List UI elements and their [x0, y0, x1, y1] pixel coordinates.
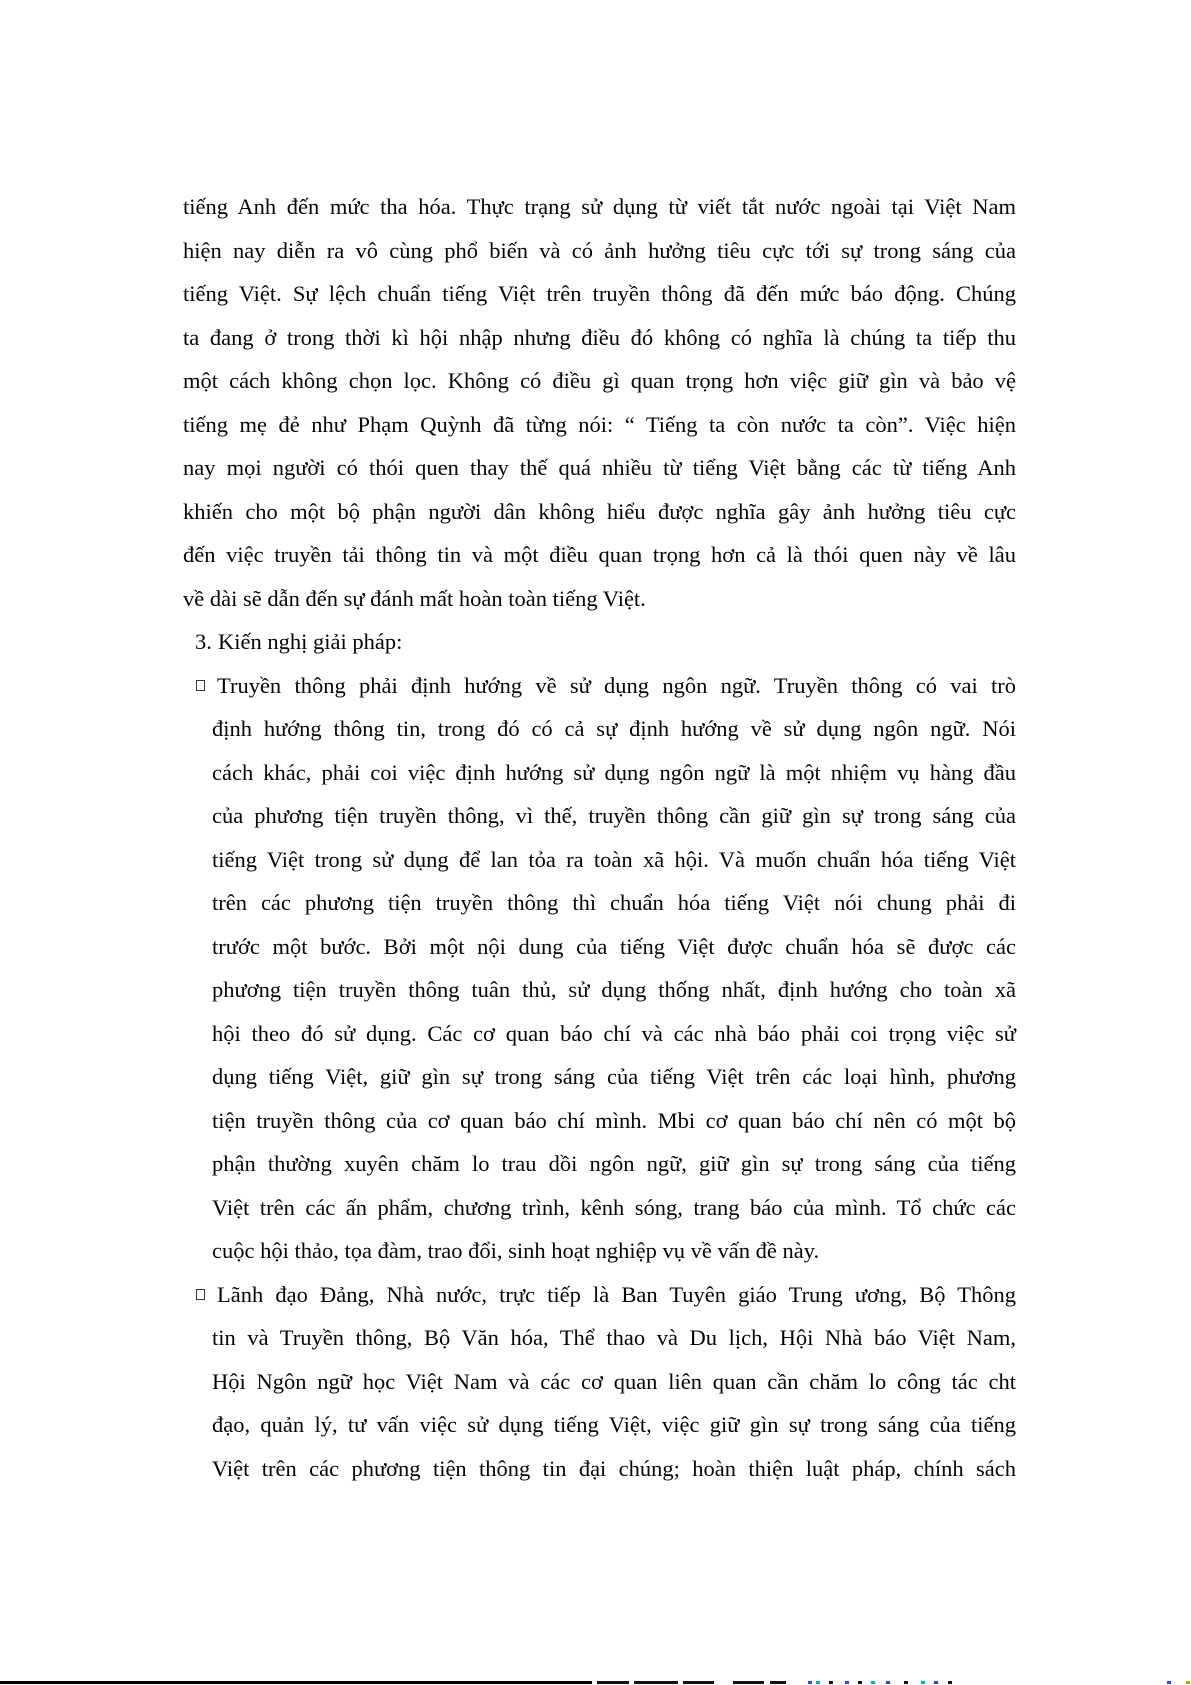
text-line: tiếng Anh đến mức tha hóa. Thực trạng sử dụng từ viết tắt nước ngoài tại Việt Nam: [183, 194, 1016, 219]
text-line: Việt trên các phương tiện thông tin đại chúng; hoàn thiện luật pháp, chính sách: [212, 1455, 1016, 1481]
strip-dot: [1167, 1681, 1171, 1684]
strip-dot: [948, 1681, 952, 1684]
text-line: của phương tiện truyền thông, vì thế, truyền thông cần giữ gìn sự trong sáng của: [212, 803, 1016, 828]
bullet-item: [183, 664, 1016, 1273]
strip-segment: [597, 1681, 629, 1684]
strip-dot: [904, 1681, 908, 1684]
text-line: cách khác, phải coi việc định hướng sử dụng ngôn ngữ là một nhiệm vụ hàng đầu: [212, 759, 1016, 785]
strip-segment: [733, 1681, 764, 1684]
strip-dot: [808, 1681, 812, 1684]
text-line: cuộc hội thảo, tọa đàm, trao đổi, sinh hoạt nghiệp vụ về vấn đề này.: [212, 1238, 820, 1263]
strip-segment: [770, 1681, 786, 1684]
text-line: Việt trên các ấn phẩm, chương trình, kênh sóng, trang báo của mình. Tổ chức các: [212, 1194, 1016, 1220]
text-line: hiện nay diễn ra vô cùng phổ biến và có ảnh hưởng tiêu cực tới sự trong sáng của: [183, 237, 1016, 263]
heading-line: [183, 620, 1016, 664]
heading-text: Kiến nghị giải pháp:: [218, 629, 403, 654]
document-blocks: [183, 185, 1016, 1490]
text-line: tiếng Việt trong sử dụng để lan tỏa ra toàn xã hội. Và muốn chuẩn hóa tiếng Việt: [212, 846, 1016, 872]
text-line: tiếng Việt. Sự lệch chuẩn tiếng Việt trên truyền thông đã đến mức báo động. Chúng: [183, 281, 1016, 306]
text-line: trước một bước. Bởi một nội dung của tiếng Việt được chuẩn hóa sẽ được các: [212, 933, 1016, 959]
strip-segment: [683, 1681, 714, 1684]
text-line: tin và Truyền thông, Bộ Văn hóa, Thể thao và Du lịch, Hội Nhà báo Việt Nam,: [212, 1325, 1016, 1350]
text-line: một cách không chọn lọc. Không có điều gì quan trọng hơn việc giữ gìn và bảo vệ: [183, 368, 1016, 393]
strip-dot: [871, 1681, 875, 1684]
text-line: ta đang ở trong thời kì hội nhập nhưng điều đó không có nghĩa là chúng ta tiếp thu: [183, 324, 1016, 350]
text-line: hội theo đó sử dụng. Các cơ quan báo chí và các nhà báo phải coi trọng việc sử: [212, 1020, 1016, 1046]
strip-dot: [829, 1681, 833, 1684]
text-line: định hướng thông tin, trong đó có cả sự định hướng về sử dụng ngôn ngữ. Nói: [212, 716, 1016, 741]
text-line: Lãnh đạo Đảng, Nhà nước, trực tiếp là Ban Tuyên giáo Trung ương, Bộ Thông: [217, 1281, 1016, 1307]
text-line: về dài sẽ dẫn đến sự đánh mất hoàn toàn tiếng Việt.: [183, 585, 646, 611]
text-line: đến việc truyền tải thông tin và một điều quan trọng hơn cả là thói quen này về lâu: [183, 542, 1016, 567]
text-line: phương tiện truyền thông tuân thủ, sử dụng thống nhất, định hướng cho toàn xã: [212, 977, 1016, 1002]
text-line: tiện truyền thông của cơ quan báo chí mình. Mbi cơ quan báo chí nên có một bộ: [212, 1107, 1016, 1133]
text-line: phận thường xuyên chăm lo trau dồi ngôn ngữ, giữ gìn sự trong sáng của tiếng: [212, 1151, 1016, 1176]
list-number: 3.: [195, 629, 212, 654]
strip-dot: [816, 1681, 820, 1684]
strip-dot: [921, 1681, 925, 1684]
text-line: nay mọi người có thói quen thay thế quá nhiều từ tiếng Việt bằng các từ tiếng Anh: [183, 455, 1016, 480]
hollow-square-bullet-icon: [196, 680, 205, 691]
text-line: dụng tiếng Việt, giữ gìn sự trong sáng của tiếng Việt trên các loại hình, phương: [212, 1064, 1016, 1089]
text-line: khiến cho một bộ phận người dân không hiểu được nghĩa gây ảnh hưởng tiêu cực: [183, 498, 1016, 524]
text-line: Truyền thông phải định hướng về sử dụng ngôn ngữ. Truyền thông có vai trò: [217, 672, 1016, 698]
strip-segment: [634, 1681, 678, 1684]
text-line: trên các phương tiện truyền thông thì chuẩn hóa tiếng Việt nói chung phải đi: [212, 890, 1016, 915]
bullet-item: [183, 1273, 1016, 1491]
strip-dot: [858, 1681, 862, 1684]
strip-dot: [934, 1681, 938, 1684]
strip-segment: [0, 1681, 592, 1684]
text-line: đạo, quản lý, tư vấn việc sử dụng tiếng Việt, việc giữ gìn sự trong sáng của tiếng: [212, 1412, 1016, 1437]
strip-dot: [845, 1681, 849, 1684]
cropped-taskbar-edge-strip: [0, 1679, 1191, 1685]
paragraph: [183, 185, 1016, 620]
strip-dot: [886, 1681, 890, 1684]
hollow-square-bullet-icon: [196, 1289, 205, 1300]
text-line: Hội Ngôn ngữ học Việt Nam và các cơ quan liên quan cần chăm lo công tác cht: [212, 1368, 1016, 1394]
strip-dot: [1186, 1681, 1190, 1684]
section-heading: [183, 620, 1016, 664]
text-line: tiếng mẹ đẻ như Phạm Quỳnh đã từng nói: “ Tiếng ta còn nước ta còn”. Việc hiện: [183, 411, 1016, 437]
